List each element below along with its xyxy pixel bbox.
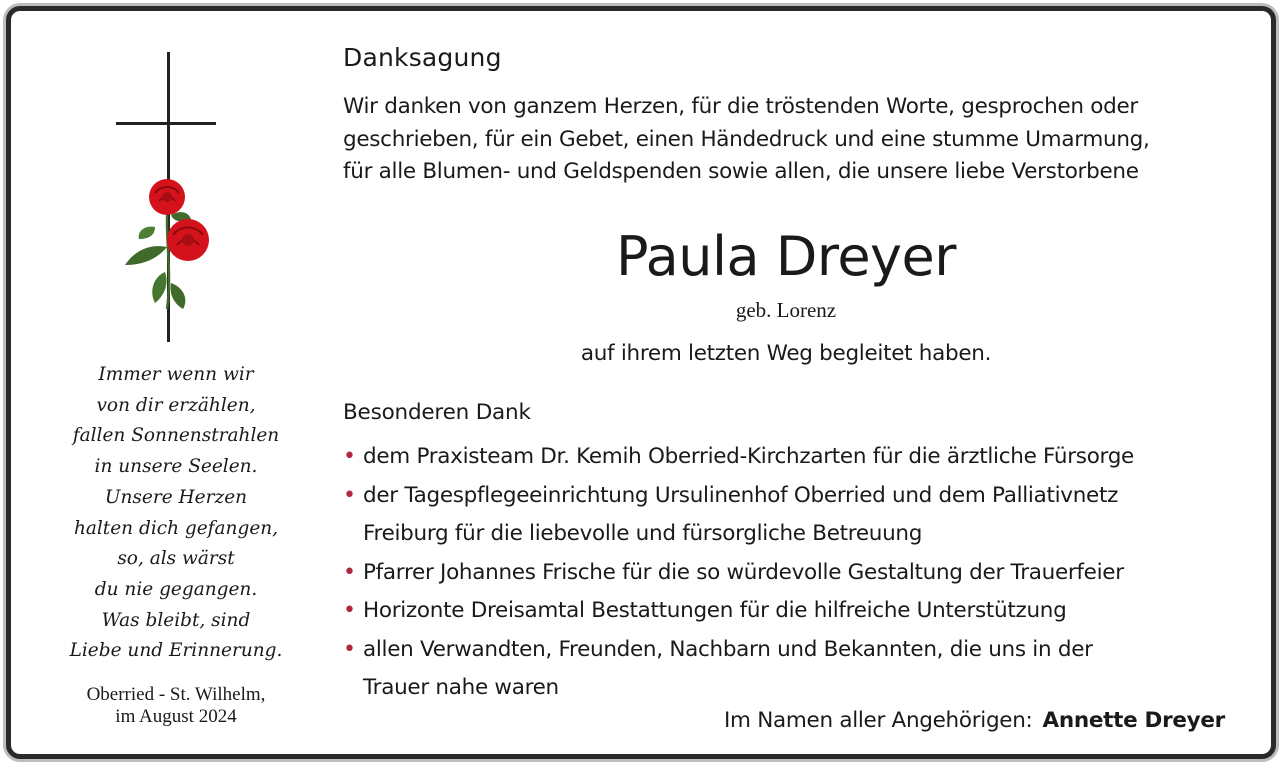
memorial-poem [31, 360, 321, 667]
bullet-icon: • [343, 559, 356, 585]
list-item-text: Pfarrer Johannes Frische für die so würdevolle Gestaltung der Trauerfeier [363, 559, 1124, 585]
obituary-frame [6, 6, 1276, 759]
poem-line: Liebe und Erinnerung. [69, 640, 283, 662]
list-item [341, 554, 1241, 593]
poem-line: Was bleibt, sind [101, 609, 251, 631]
poem-line: fallen Sonnenstrahlen [72, 425, 280, 447]
signature [724, 708, 1225, 733]
left-column [11, 11, 321, 754]
list-item [341, 477, 1241, 554]
place-line: Oberried - St. Wilhelm, [86, 684, 266, 705]
list-item-text: allen Verwandten, Freunden, Nachbarn und Bekannten, die uns in der [363, 636, 1093, 662]
bullet-icon: • [343, 598, 356, 623]
poem-line: von dir erzählen, [96, 394, 256, 416]
list-item [341, 631, 1241, 708]
special-thanks-heading: Besonderen Dank [343, 400, 531, 425]
special-thanks-list [341, 438, 1241, 708]
intro-line: für alle Blumen- und Geldspenden sowie allen, die unsere liebe Verstorbene [343, 159, 1139, 184]
poem-line: halten dich gefangen, [73, 517, 279, 539]
date-line: im August 2024 [115, 706, 237, 727]
intro-line: Wir danken von ganzem Herzen, für die tröstenden Worte, gesprochen oder [343, 94, 1138, 119]
rose-icon [167, 219, 209, 261]
poem-line: in unsere Seelen. [94, 456, 258, 478]
birth-name: geb. Lorenz [735, 298, 837, 322]
bullet-icon: • [343, 444, 356, 469]
bullet-icon: • [343, 482, 356, 508]
intro-line: geschrieben, für ein Gebet, einen Händedruck und eine stumme Umarmung, [343, 126, 1150, 152]
list-item [341, 592, 1241, 631]
poem-line: Immer wenn wir [98, 364, 254, 385]
cross-icon [111, 47, 241, 347]
list-item-text: Freiburg für die liebevolle und fürsorgliche Betreuung [363, 521, 923, 546]
right-column [341, 11, 1261, 754]
signature-prefix: Im Namen aller Angehörigen: [724, 708, 1033, 733]
list-item-text: Horizonte Dreisamtal Bestattungen für die hilfreiche Unterstützung [363, 598, 1067, 623]
place-date [31, 684, 321, 728]
list-item-text: dem Praxisteam Dr. Kemih Oberried-Kirchzarten für die ärztliche Fürsorge [363, 444, 1134, 469]
list-item [341, 438, 1241, 477]
signature-name: Annette Dreyer [1042, 708, 1225, 733]
poem-line: so, als wärst [117, 548, 235, 570]
intro-text [343, 91, 1243, 189]
rose-icon [149, 179, 185, 215]
page-title: Danksagung [343, 43, 502, 72]
poem-line: du nie gegangen. [94, 578, 258, 600]
list-item-text: der Tagespflegeeinrichtung Ursulinenhof Oberried und dem Palliativnetz [363, 482, 1119, 508]
list-item-text: Trauer nahe waren [363, 675, 559, 700]
accompany-text: auf ihrem letzten Weg begleitet haben. [580, 341, 992, 366]
deceased-name: Paula Dreyer [616, 225, 956, 288]
bullet-icon: • [343, 636, 356, 662]
poem-line: Unsere Herzen [104, 486, 248, 508]
